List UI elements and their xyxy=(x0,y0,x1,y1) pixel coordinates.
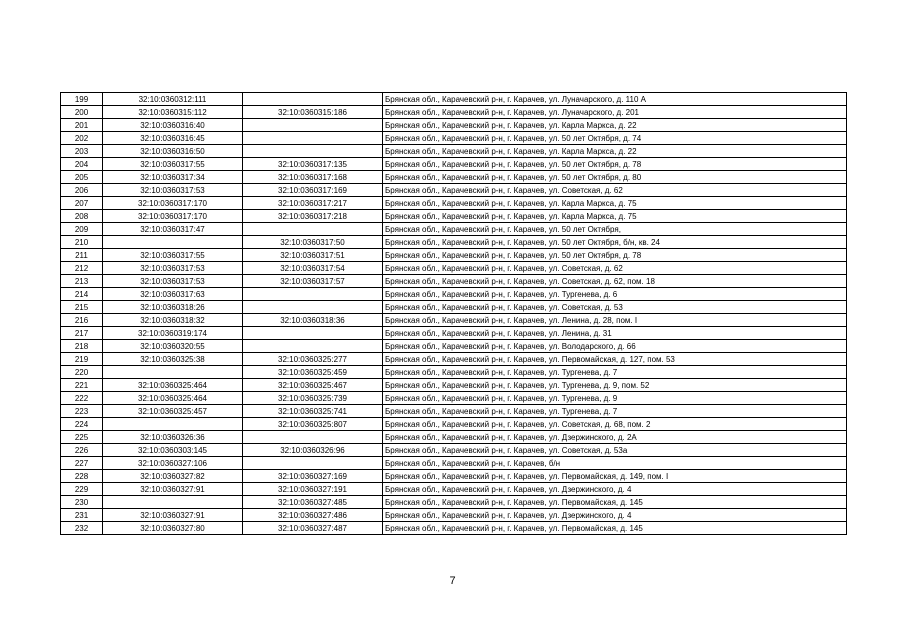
table-row xyxy=(61,236,847,249)
cadastral-number-cell xyxy=(103,418,243,431)
row-number-cell: 207 xyxy=(61,197,103,210)
row-number-cell: 218 xyxy=(61,340,103,353)
cadastral-number-cell: 32:10:0360327:106 xyxy=(103,457,243,470)
cadastral-number-cell: 32:10:0360325:38 xyxy=(103,353,243,366)
cadastral-number-cell xyxy=(103,366,243,379)
cadastral-number-cell: 32:10:0360325:464 xyxy=(103,379,243,392)
row-number-cell: 228 xyxy=(61,470,103,483)
cadastral-number-cell: 32:10:0360312:111 xyxy=(103,93,243,106)
address-cell: Брянская обл., Карачевский р-н, г. Карачев, ул. Советская, д. 53а xyxy=(383,444,847,457)
address-cell: Брянская обл., Карачевский р-н, г. Карачев, ул. 50 лет Октября, д. 78 xyxy=(383,249,847,262)
row-number-cell: 220 xyxy=(61,366,103,379)
table-row xyxy=(61,158,847,171)
table-row xyxy=(61,314,847,327)
address-cell: Брянская обл., Карачевский р-н, г. Карачев, ул. Советская, д. 68, пом. 2 xyxy=(383,418,847,431)
cadastral-number-object-cell: 32:10:0360327:191 xyxy=(243,483,383,496)
table-row xyxy=(61,340,847,353)
table-row xyxy=(61,483,847,496)
address-cell: Брянская обл., Карачевский р-н, г. Карачев, ул. Карла Маркса, д. 22 xyxy=(383,119,847,132)
cadastral-number-cell: 32:10:0360317:53 xyxy=(103,262,243,275)
address-cell: Брянская обл., Карачевский р-н, г. Карачев, ул. Луначарского, д. 110 А xyxy=(383,93,847,106)
row-number-cell: 210 xyxy=(61,236,103,249)
cadastral-number-object-cell: 32:10:0360325:277 xyxy=(243,353,383,366)
table-row xyxy=(61,327,847,340)
table-row xyxy=(61,249,847,262)
table-row xyxy=(61,431,847,444)
page-number: 7 xyxy=(449,575,456,587)
cadastral-number-cell: 32:10:0360317:55 xyxy=(103,158,243,171)
address-cell: Брянская обл., Карачевский р-н, г. Карачев, ул. Карла Маркса, д. 75 xyxy=(383,197,847,210)
cadastral-number-object-cell: 32:10:0360325:807 xyxy=(243,418,383,431)
cadastral-number-cell: 32:10:0360317:53 xyxy=(103,184,243,197)
cadastral-number-object-cell: 32:10:0360315:186 xyxy=(243,106,383,119)
cadastral-number-cell: 32:10:0360315:112 xyxy=(103,106,243,119)
row-number-cell: 230 xyxy=(61,496,103,509)
cadastral-number-cell: 32:10:0360317:47 xyxy=(103,223,243,236)
cadastral-number-object-cell: 32:10:0360325:467 xyxy=(243,379,383,392)
table-row xyxy=(61,509,847,522)
cadastral-number-cell: 32:10:0360325:464 xyxy=(103,392,243,405)
cadastral-number-object-cell xyxy=(243,431,383,444)
row-number-cell: 212 xyxy=(61,262,103,275)
address-cell: Брянская обл., Карачевский р-н, г. Карачев, ул. Тургенева, д. 7 xyxy=(383,366,847,379)
cadastral-number-cell: 32:10:0360317:170 xyxy=(103,210,243,223)
cadastral-number-object-cell xyxy=(243,301,383,314)
cadastral-number-object-cell xyxy=(243,327,383,340)
row-number-cell: 215 xyxy=(61,301,103,314)
table-row xyxy=(61,184,847,197)
row-number-cell: 227 xyxy=(61,457,103,470)
table-row xyxy=(61,119,847,132)
cadastral-number-object-cell: 32:10:0360325:739 xyxy=(243,392,383,405)
address-cell: Брянская обл., Карачевский р-н, г. Карачев, ул. Первомайская, д. 145 xyxy=(383,496,847,509)
table-row xyxy=(61,223,847,236)
cadastral-number-cell xyxy=(103,496,243,509)
table-row xyxy=(61,418,847,431)
table-row xyxy=(61,444,847,457)
table-row xyxy=(61,145,847,158)
cadastral-number-cell: 32:10:0360316:50 xyxy=(103,145,243,158)
address-cell: Брянская обл., Карачевский р-н, г. Карачев, ул. 50 лет Октября, xyxy=(383,223,847,236)
cadastral-number-object-cell: 32:10:0360318:36 xyxy=(243,314,383,327)
cadastral-number-cell: 32:10:0360317:55 xyxy=(103,249,243,262)
cadastral-number-object-cell xyxy=(243,93,383,106)
row-number-cell: 231 xyxy=(61,509,103,522)
cadastral-number-object-cell: 32:10:0360317:217 xyxy=(243,197,383,210)
row-number-cell: 224 xyxy=(61,418,103,431)
address-cell: Брянская обл., Карачевский р-н, г. Карачев, ул. 50 лет Октября, б/н, кв. 24 xyxy=(383,236,847,249)
row-number-cell: 223 xyxy=(61,405,103,418)
row-number-cell: 199 xyxy=(61,93,103,106)
cadastral-number-cell: 32:10:0360319:174 xyxy=(103,327,243,340)
row-number-cell: 229 xyxy=(61,483,103,496)
cadastral-number-object-cell xyxy=(243,340,383,353)
address-cell: Брянская обл., Карачевский р-н, г. Карачев, ул. 50 лет Октября, д. 80 xyxy=(383,171,847,184)
cadastral-number-object-cell: 32:10:0360325:459 xyxy=(243,366,383,379)
table-row xyxy=(61,405,847,418)
address-cell: Брянская обл., Карачевский р-н, г. Карачев, ул. Карла Маркса, д. 75 xyxy=(383,210,847,223)
cadastral-number-cell: 32:10:0360325:457 xyxy=(103,405,243,418)
table-row xyxy=(61,301,847,314)
row-number-cell: 221 xyxy=(61,379,103,392)
cadastral-number-cell: 32:10:0360316:40 xyxy=(103,119,243,132)
cadastral-number-cell: 32:10:0360317:170 xyxy=(103,197,243,210)
cadastral-number-object-cell xyxy=(243,288,383,301)
address-cell: Брянская обл., Карачевский р-н, г. Карачев, ул. Советская, д. 53 xyxy=(383,301,847,314)
row-number-cell: 219 xyxy=(61,353,103,366)
table-row xyxy=(61,132,847,145)
address-cell: Брянская обл., Карачевский р-н, г. Карачев, ул. Дзержинского, д. 4 xyxy=(383,483,847,496)
cadastral-number-object-cell: 32:10:0360327:487 xyxy=(243,522,383,535)
row-number-cell: 217 xyxy=(61,327,103,340)
row-number-cell: 206 xyxy=(61,184,103,197)
cadastral-number-cell: 32:10:0360327:91 xyxy=(103,509,243,522)
cadastral-number-object-cell: 32:10:0360317:57 xyxy=(243,275,383,288)
address-cell: Брянская обл., Карачевский р-н, г. Карачев, ул. Дзержинского, д. 4 xyxy=(383,509,847,522)
address-cell: Брянская обл., Карачевский р-н, г. Карачев, ул. Первомайская, д. 145 xyxy=(383,522,847,535)
table-row xyxy=(61,457,847,470)
row-number-cell: 208 xyxy=(61,210,103,223)
table-row xyxy=(61,392,847,405)
row-number-cell: 216 xyxy=(61,314,103,327)
row-number-cell: 205 xyxy=(61,171,103,184)
cadastral-number-object-cell xyxy=(243,223,383,236)
table-row xyxy=(61,353,847,366)
cadastral-number-object-cell: 32:10:0360327:169 xyxy=(243,470,383,483)
table-body xyxy=(61,93,847,535)
address-cell: Брянская обл., Карачевский р-н, г. Карачев, ул. Советская, д. 62 xyxy=(383,184,847,197)
table-row xyxy=(61,470,847,483)
row-number-cell: 232 xyxy=(61,522,103,535)
address-cell: Брянская обл., Карачевский р-н, г. Карачев, ул. Тургенева, д. 7 xyxy=(383,405,847,418)
cadastral-number-cell: 32:10:0360316:45 xyxy=(103,132,243,145)
address-cell: Брянская обл., Карачевский р-н, г. Карачев, ул. Дзержинского, д. 2А xyxy=(383,431,847,444)
address-cell: Брянская обл., Карачевский р-н, г. Карачев, ул. Первомайская, д. 149, пом. I xyxy=(383,470,847,483)
cadastral-number-cell: 32:10:0360318:32 xyxy=(103,314,243,327)
row-number-cell: 213 xyxy=(61,275,103,288)
cadastral-number-cell: 32:10:0360326:36 xyxy=(103,431,243,444)
cadastral-number-object-cell xyxy=(243,132,383,145)
address-cell: Брянская обл., Карачевский р-н, г. Карачев, ул. Советская, д. 62 xyxy=(383,262,847,275)
address-cell: Брянская обл., Карачевский р-н, г. Карачев, ул. Первомайская, д. 127, пом. 53 xyxy=(383,353,847,366)
address-cell: Брянская обл., Карачевский р-н, г. Карачев, ул. Луначарского, д. 201 xyxy=(383,106,847,119)
cadastral-number-object-cell xyxy=(243,145,383,158)
address-cell: Брянская обл., Карачевский р-н, г. Карачев, ул. Тургенева, д. 6 xyxy=(383,288,847,301)
cadastral-table xyxy=(60,92,847,535)
table-row xyxy=(61,210,847,223)
address-cell: Брянская обл., Карачевский р-н, г. Карачев, ул. Тургенева, д. 9 xyxy=(383,392,847,405)
row-number-cell: 226 xyxy=(61,444,103,457)
table-row xyxy=(61,496,847,509)
address-cell: Брянская обл., Карачевский р-н, г. Карачев, ул. Советская, д. 62, пом. 18 xyxy=(383,275,847,288)
row-number-cell: 214 xyxy=(61,288,103,301)
table-row xyxy=(61,197,847,210)
cadastral-number-cell: 32:10:0360318:26 xyxy=(103,301,243,314)
table-row xyxy=(61,288,847,301)
cadastral-number-cell: 32:10:0360320:55 xyxy=(103,340,243,353)
address-cell: Брянская обл., Карачевский р-н, г. Карачев, ул. Тургенева, д. 9, пом. 52 xyxy=(383,379,847,392)
table-row xyxy=(61,379,847,392)
cadastral-number-object-cell: 32:10:0360327:485 xyxy=(243,496,383,509)
cadastral-number-cell: 32:10:0360327:80 xyxy=(103,522,243,535)
table-row xyxy=(61,106,847,119)
table-row xyxy=(61,171,847,184)
cadastral-number-object-cell: 32:10:0360325:741 xyxy=(243,405,383,418)
cadastral-number-object-cell: 32:10:0360326:96 xyxy=(243,444,383,457)
table-row xyxy=(61,275,847,288)
row-number-cell: 204 xyxy=(61,158,103,171)
cadastral-number-cell: 32:10:0360317:34 xyxy=(103,171,243,184)
row-number-cell: 203 xyxy=(61,145,103,158)
cadastral-number-object-cell: 32:10:0360327:486 xyxy=(243,509,383,522)
cadastral-number-object-cell xyxy=(243,119,383,132)
row-number-cell: 201 xyxy=(61,119,103,132)
cadastral-number-object-cell: 32:10:0360317:169 xyxy=(243,184,383,197)
cadastral-number-object-cell: 32:10:0360317:218 xyxy=(243,210,383,223)
table-row xyxy=(61,93,847,106)
row-number-cell: 225 xyxy=(61,431,103,444)
row-number-cell: 209 xyxy=(61,223,103,236)
address-cell: Брянская обл., Карачевский р-н, г. Карачев, б/н xyxy=(383,457,847,470)
cadastral-number-cell: 32:10:0360327:91 xyxy=(103,483,243,496)
table-row xyxy=(61,366,847,379)
cadastral-number-object-cell: 32:10:0360317:135 xyxy=(243,158,383,171)
table-row xyxy=(61,262,847,275)
address-cell: Брянская обл., Карачевский р-н, г. Карачев, ул. Ленина, д. 31 xyxy=(383,327,847,340)
row-number-cell: 211 xyxy=(61,249,103,262)
row-number-cell: 200 xyxy=(61,106,103,119)
cadastral-number-object-cell: 32:10:0360317:168 xyxy=(243,171,383,184)
cadastral-number-cell: 32:10:0360327:82 xyxy=(103,470,243,483)
cadastral-number-cell: 32:10:0360303:145 xyxy=(103,444,243,457)
cadastral-number-cell xyxy=(103,236,243,249)
table-row xyxy=(61,522,847,535)
address-cell: Брянская обл., Карачевский р-н, г. Карачев, ул. 50 лет Октября, д. 78 xyxy=(383,158,847,171)
address-cell: Брянская обл., Карачевский р-н, г. Карачев, ул. Карла Маркса, д. 22 xyxy=(383,145,847,158)
cadastral-number-cell: 32:10:0360317:53 xyxy=(103,275,243,288)
address-cell: Брянская обл., Карачевский р-н, г. Карачев, ул. 50 лет Октября, д. 74 xyxy=(383,132,847,145)
cadastral-number-object-cell: 32:10:0360317:51 xyxy=(243,249,383,262)
address-cell: Брянская обл., Карачевский р-н, г. Карачев, ул. Володарского, д. 66 xyxy=(383,340,847,353)
cadastral-number-object-cell: 32:10:0360317:54 xyxy=(243,262,383,275)
cadastral-number-object-cell xyxy=(243,457,383,470)
row-number-cell: 202 xyxy=(61,132,103,145)
address-cell: Брянская обл., Карачевский р-н, г. Карачев, ул. Ленина, д. 28, пом. I xyxy=(383,314,847,327)
cadastral-number-cell: 32:10:0360317:63 xyxy=(103,288,243,301)
row-number-cell: 222 xyxy=(61,392,103,405)
cadastral-number-object-cell: 32:10:0360317:50 xyxy=(243,236,383,249)
